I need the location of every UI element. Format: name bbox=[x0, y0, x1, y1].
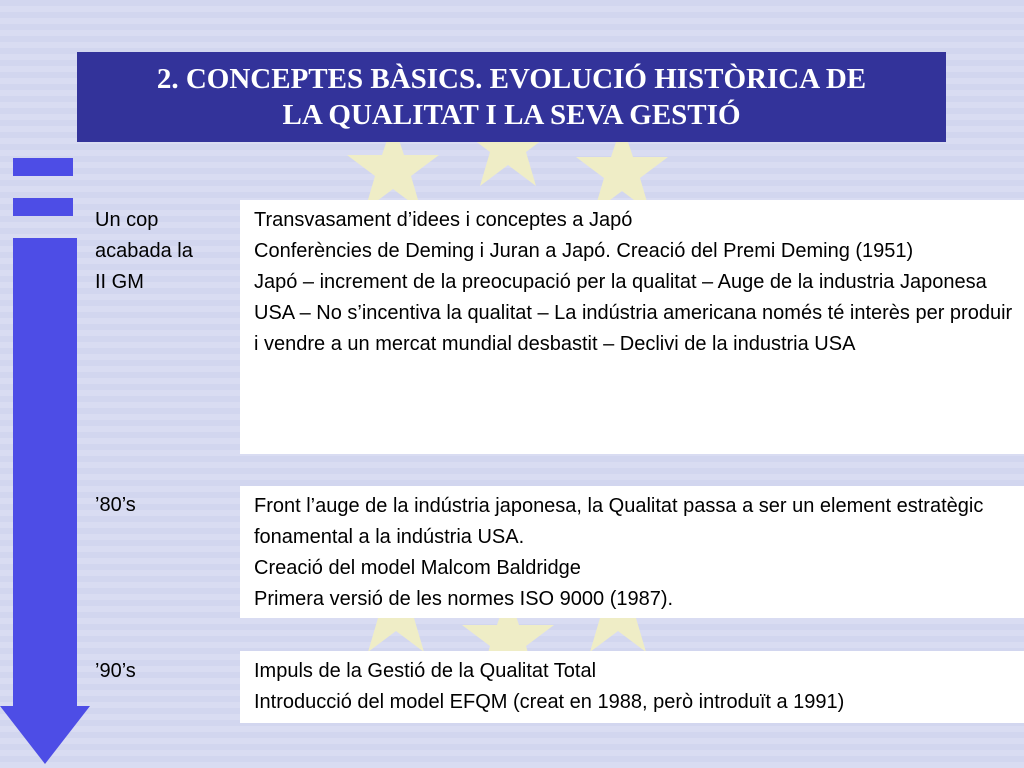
slide-title-line-2: LA QUALITAT I LA SEVA GESTIÓ bbox=[282, 99, 741, 131]
content-box-90s bbox=[240, 651, 1024, 723]
content-line: Japó – increment de la preocupació per la qualitat – Auge de la industria Japonesa bbox=[254, 271, 987, 293]
period-label-80s bbox=[95, 490, 136, 521]
decorative-bar bbox=[13, 158, 73, 176]
decorative-bar bbox=[13, 198, 73, 216]
content-line: Conferències de Deming i Juran a Japó. Creació del Premi Deming (1951) bbox=[254, 240, 914, 262]
period-label-post-ww2 bbox=[95, 205, 193, 298]
content-line: Transvasament d’idees i conceptes a Japó bbox=[254, 209, 633, 231]
period-label-90s bbox=[95, 656, 136, 687]
timeline-arrow-shaft bbox=[13, 238, 77, 708]
period-label-line: Un cop bbox=[95, 209, 159, 231]
slide-title-line-1: 2. CONCEPTES BÀSICS. EVOLUCIÓ HISTÒRICA DE bbox=[156, 63, 867, 95]
content-line: Impuls de la Gestió de la Qualitat Total bbox=[254, 660, 597, 682]
content-line: Front l’auge de la indústria japonesa, la Qualitat passa a ser un element estratègic fonamental a la indústria USA. bbox=[254, 495, 984, 548]
period-label-line: II GM bbox=[95, 271, 144, 293]
timeline-arrow-head-icon bbox=[0, 706, 90, 764]
period-label-line: acabada la bbox=[95, 240, 193, 262]
period-label-line: ’80’s bbox=[95, 494, 136, 516]
content-line: Introducció del model EFQM (creat en 1988, però introduït a 1991) bbox=[254, 691, 845, 713]
content-line: Creació del model Malcom Baldridge bbox=[254, 557, 581, 579]
content-box-80s bbox=[240, 486, 1024, 618]
period-label-line: ’90’s bbox=[95, 660, 136, 682]
content-box-post-ww2 bbox=[240, 200, 1024, 454]
content-line: USA – No s’incentiva la qualitat – La indústria americana només té interès per produir i vendre a un mercat mundial desbastit – Declivi de la industria USA bbox=[254, 302, 1013, 355]
slide-title bbox=[77, 52, 946, 142]
content-line: Primera versió de les normes ISO 9000 (1987). bbox=[254, 588, 674, 610]
